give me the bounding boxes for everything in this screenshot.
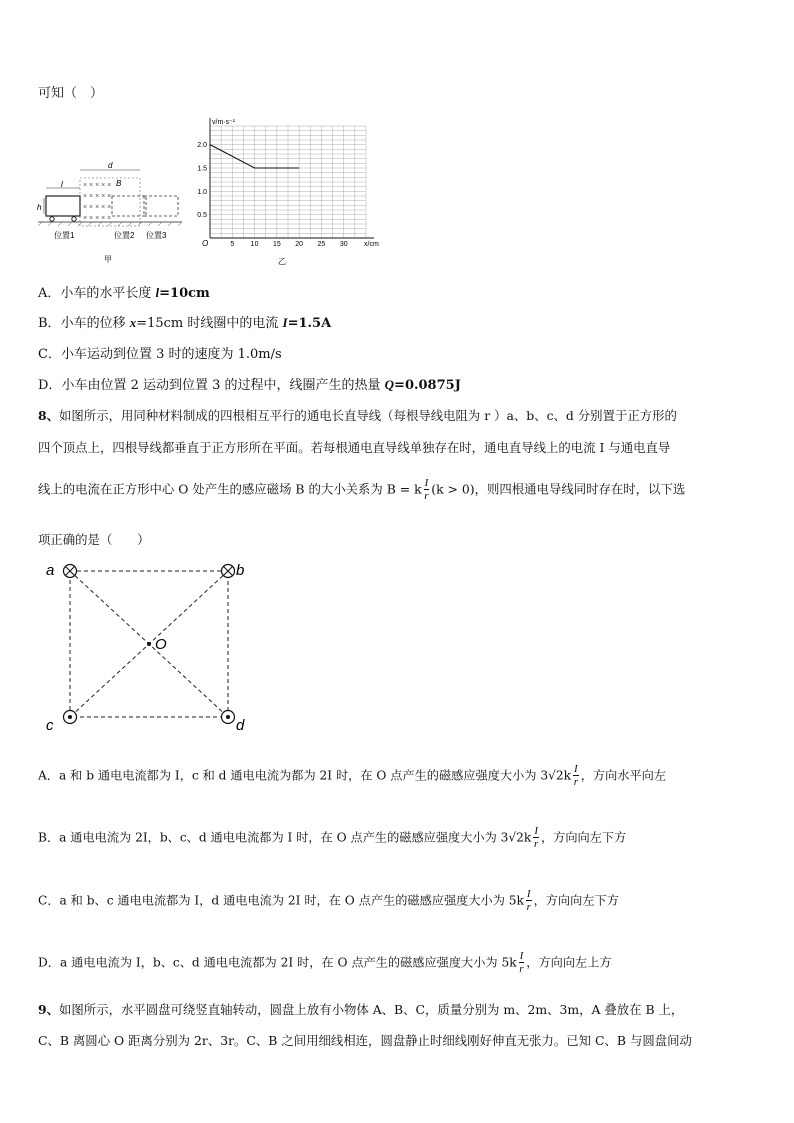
label-h: h: [37, 203, 42, 212]
q7-option-d: D．小车由位置 2 运动到位置 3 的过程中，线圈产生的热量 Q=0.0875J: [38, 377, 461, 393]
y-tick-label: 0.5: [197, 212, 207, 220]
label-O: O: [155, 636, 167, 653]
x-tick-label: 25: [317, 241, 326, 248]
figure-jia: [36, 158, 186, 268]
caption-jia: 甲: [104, 255, 112, 264]
q7-option-c: C．小车运动到位置 3 时的速度为 1.0m/s: [38, 347, 282, 362]
q9-line2: C、B 离圆心 O 距离分别为 2r、3r。C、B 之间用细线相连，圆盘静止时细线刚好伸直无张力。已知 C、B 与圆盘间动: [38, 1033, 692, 1048]
x-tick-label: 10: [250, 241, 259, 248]
chart-origin: O: [202, 239, 209, 248]
label-B: B: [116, 179, 122, 188]
x-tick-label: 5: [230, 241, 235, 248]
label-d: d: [236, 717, 245, 734]
label-pos1: 位置1: [54, 231, 75, 240]
label-pos2: 位置2: [114, 231, 135, 240]
label-b: b: [236, 562, 245, 579]
wire-c-out-of-page: [64, 711, 77, 724]
caption-yi: 乙: [278, 257, 286, 266]
svg-text:× × × × ×: × × × × ×: [83, 215, 112, 222]
q8-option-a: A．a 和 b 通电电流都为 I，c 和 d 通电电流为都为 2I 时，在 O 点产生的磁感应强度大小为 3√2k $\frac{I}{r}$ ，方向水平向左: [38, 763, 667, 788]
fraction-I-over-r: $\frac{I}{r}$: [424, 477, 429, 502]
y-tick-label: 2.0: [197, 142, 207, 150]
chart-ylabel: v/m·s⁻¹: [212, 119, 236, 126]
center-point-O: [147, 642, 151, 646]
label-a: a: [46, 562, 55, 579]
square-wires-diagram: [40, 560, 270, 740]
cart-position-1: [46, 196, 80, 216]
q8-option-c: C．a 和 b、c 通电电流都为 I，d 通电电流为 2I 时，在 O 点产生的磁感应强度大小为 5k $\frac{I}{r}$ ，方向向左下方: [38, 888, 619, 913]
q8-option-d: D．a 通电电流为 I，b、c、d 通电电流都为 2I 时，在 O 点产生的磁感应强度大小为 5k $\frac{I}{r}$ ，方向向左上方: [38, 950, 612, 975]
field-crosses: [83, 182, 111, 222]
q8-option-b: B．a 通电电流为 2I，b、c、d 通电电流都为 I 时，在 O 点产生的磁感应强度大小为 3√2k $\frac{I}{r}$ ，方向向左下方: [38, 825, 627, 850]
q7-option-b: B．小车的位移 x=15cm 时线圈中的电流 I=1.5A: [38, 315, 332, 331]
svg-text:× × × × ×: × × × × ×: [83, 193, 112, 200]
y-tick-label: 1.5: [197, 165, 207, 173]
label-pos3: 位置3: [146, 231, 167, 240]
cart-position-2: [112, 196, 146, 216]
q9-line1: 9、如图所示，水平圆盘可绕竖直轴转动，圆盘上放有小物体 A、B、C，质量分别为 m、2m、3m，A 叠放在 B 上，: [38, 1002, 684, 1017]
figure-yi-chart: [196, 112, 392, 268]
svg-text:× × × × ×: × × × × ×: [83, 182, 112, 189]
q7-stem-tail: 可知（ ）: [38, 86, 104, 101]
q8-line1: 8、如图所示，用同种材料制成的四根相互平行的通电长直导线（每根导线电阻为 r ）a、b、c、d 分别置于正方形的: [38, 408, 677, 423]
q8-line3: 线上的电流在正方形中心 O 处产生的感应磁场 B 的大小关系为 B = k $\frac{I}{r}$ (k > 0)，则四根通电导线同时存在时，以下选: [38, 477, 686, 502]
svg-text:× × × × ×: × × × × ×: [83, 204, 112, 211]
q7-option-a: A．小车的水平长度 l=10cm: [38, 285, 210, 301]
wire-d-out-of-page: [222, 711, 235, 724]
wire-a-into-page: [64, 565, 77, 578]
label-d: d: [108, 161, 113, 170]
wire-b-into-page: [222, 565, 235, 578]
label-l: l: [61, 180, 63, 189]
label-c: c: [46, 717, 54, 734]
x-tick-label: 20: [295, 241, 304, 248]
chart-xlabel: x/cm: [364, 241, 379, 248]
y-tick-label: 1.0: [197, 188, 207, 196]
cart-position-3: [144, 196, 178, 216]
x-tick-label: 15: [272, 241, 281, 248]
q8-line2: 四个顶点上，四根导线都垂直于正方形所在平面。若每根通电直导线单独存在时，通电直导线上的电流 I 与通电直导: [38, 440, 671, 455]
x-tick-label: 30: [339, 241, 348, 248]
q8-line4: 项正确的是（ ）: [38, 532, 150, 547]
